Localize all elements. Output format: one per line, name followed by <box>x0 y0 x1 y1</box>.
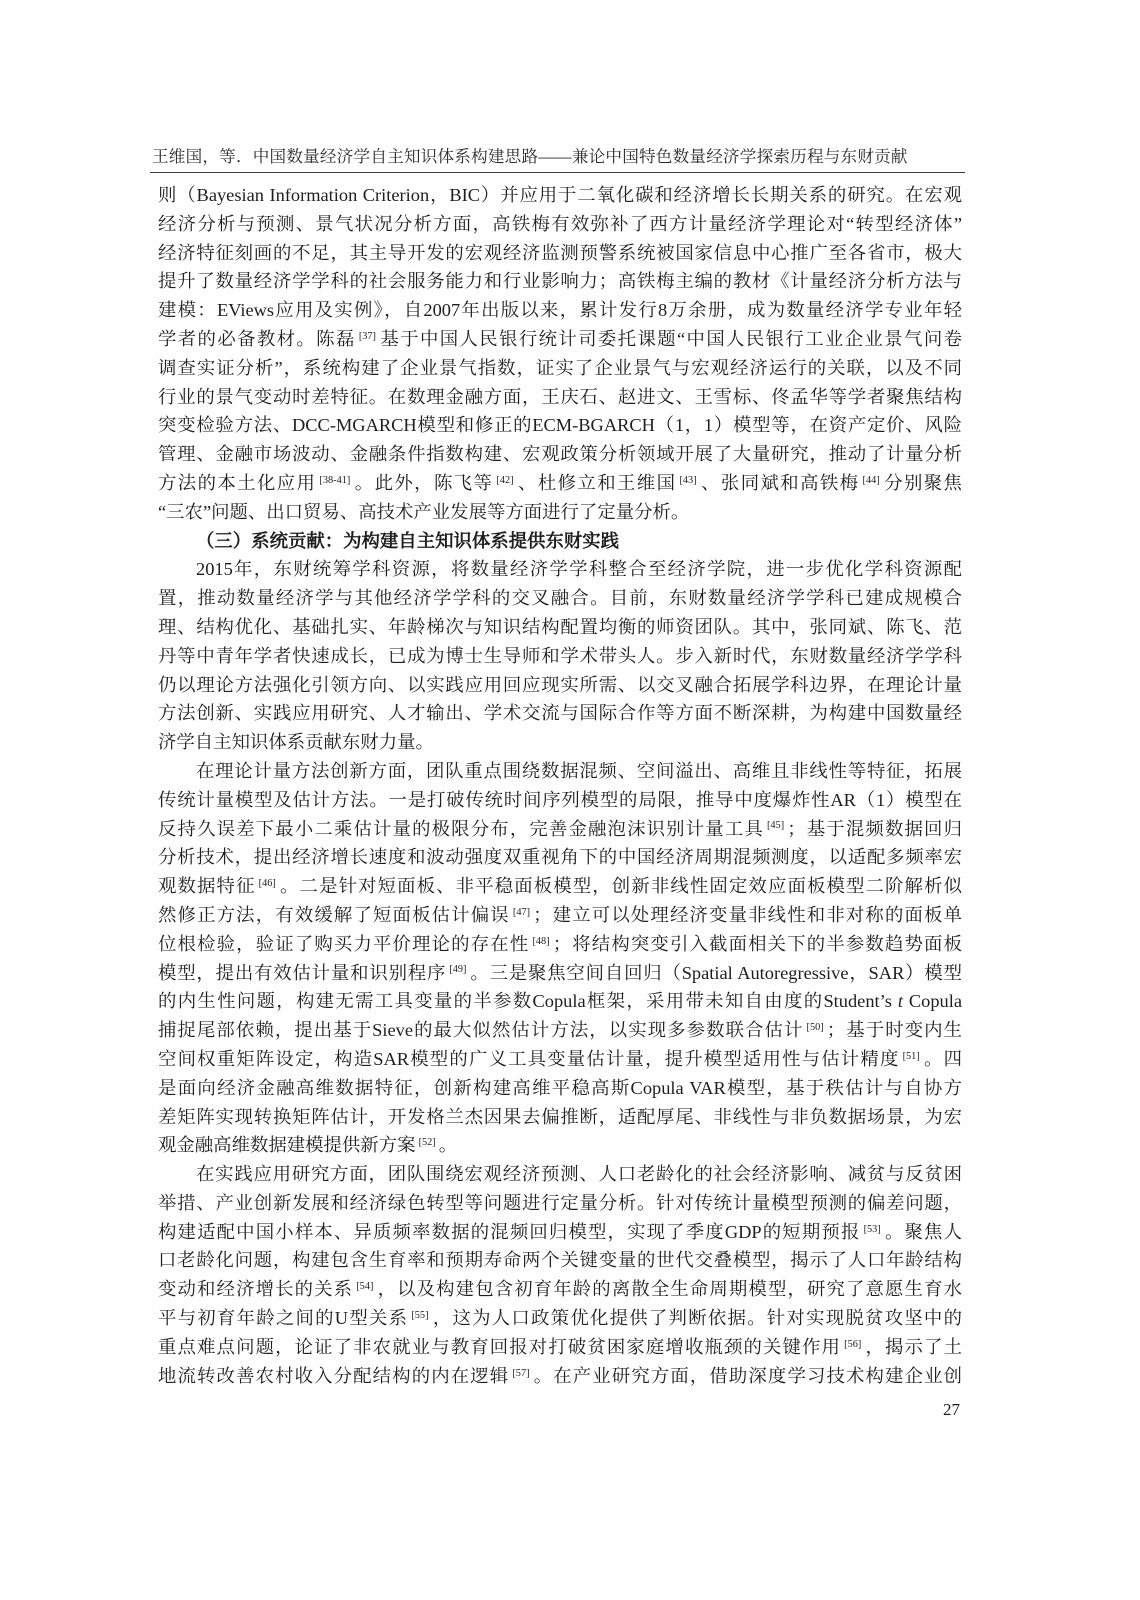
citation-marker: [55] <box>411 1309 429 1321</box>
text-run: 分析技术，提出经济增长速度和波动强度双重视角下的中国经济周期混频测度，以适配多频率宏 <box>158 847 962 868</box>
text-run: 突变检验方法、DCC-MGARCH模型和修正的ECM-BGARCH（1，1）模型等，在资产定价、风险 <box>158 415 962 436</box>
text-run: 重点难点问题，论证了非农就业与教育回报对打破贫困家庭增收瓶颈的关键作用 <box>158 1336 842 1357</box>
text-line <box>158 181 962 210</box>
citation-marker: [42] <box>496 474 514 486</box>
text-run: 是面向经济金融高维数据特征，创新构建高维平稳高斯Copula VAR模型，基于秩估计与自协方 <box>158 1077 962 1098</box>
text-line <box>158 555 962 584</box>
text-run: 济学自主知识体系贡献东财力量。 <box>158 732 434 753</box>
text-line <box>158 1045 962 1074</box>
text-run: ，以及构建包含初育年龄的离散全生命周期模型，研究了意愿生育水 <box>376 1279 962 1300</box>
text-run: ；基于混频数据回归 <box>787 818 962 839</box>
text-run: 在实践应用研究方面，团队围绕宏观经济预测、人口老龄化的社会经济影响、减贫与反贫困 <box>196 1164 962 1185</box>
text-run: 在理论计量方法创新方面，团队重点围绕数据混频、空间溢出、高维且非线性等特征，拓展 <box>196 760 962 781</box>
text-line <box>158 930 962 959</box>
text-line <box>158 1246 962 1275</box>
text-line <box>158 671 962 700</box>
text-run: 建模：EViews应用及实例》，自2007年出版以来，累计发行8万余册，成为数量经济学专业年轻 <box>158 300 962 321</box>
text-line <box>158 469 962 498</box>
text-run: 。在产业研究方面，借助深度学习技术构建企业创 <box>532 1365 962 1386</box>
text-line <box>158 1333 962 1362</box>
text-line <box>158 757 962 786</box>
text-run: 然修正方法，有效缓解了短面板估计偏误 <box>158 904 510 925</box>
citation-marker: [37] <box>358 330 376 342</box>
page-number: 27 <box>943 1400 960 1419</box>
text-line <box>158 210 962 239</box>
citation-marker: [45] <box>766 820 785 832</box>
citation-marker: [48] <box>532 935 550 947</box>
text-line <box>158 440 962 469</box>
text-run: 。二是针对短面板、非平稳面板模型，创新非线性固定效应面板模型二阶解析似 <box>278 876 962 897</box>
text-run: “三农”问题、出口贸易、高技术产业发展等方面进行了定量分析。 <box>158 501 690 522</box>
text-line <box>158 1160 962 1189</box>
text-run: 行业的景气变动时差特征。在数理金融方面，王庆石、赵进文、王雪标、佟孟华等学者聚焦结构 <box>158 386 962 407</box>
text-run: ；建立可以处理经济变量非线性和非对称的面板单 <box>533 904 962 925</box>
text-run: 经济分析与预测、景气状况分析方面，高铁梅有效弥补了西方计量经济学理论对“转型经济体” <box>158 213 962 234</box>
text-line <box>158 1189 962 1218</box>
text-line <box>158 1131 962 1160</box>
text-run: 、杜修立和王维国 <box>516 472 677 493</box>
text-run: 构建适配中国小样本、异质频率数据的混频回归模型，实现了季度GDP的短期预报 <box>158 1221 861 1242</box>
header-rule <box>150 172 965 173</box>
text-line <box>158 354 962 383</box>
text-line <box>158 642 962 671</box>
text-line <box>158 843 962 872</box>
text-run: ，揭示了土 <box>864 1336 962 1357</box>
text-run: 经济特征刻画的不足，其主导开发的宏观经济监测预警系统被国家信息中心推广至各省市，极大 <box>158 242 962 263</box>
text-run: 地流转改善农村收入分配结构的内在逻辑 <box>158 1365 510 1386</box>
text-run: ；基于时变内生 <box>826 1020 962 1041</box>
citation-marker: [53] <box>863 1223 881 1235</box>
text-run: 调查实证分析”，系统构建了企业景气指数，证实了企业景气与宏观经济运行的关联，以及不同 <box>158 357 962 378</box>
article-body <box>158 181 962 1390</box>
text-line <box>158 498 962 527</box>
citation-marker: [43] <box>679 474 697 486</box>
text-line <box>158 296 962 325</box>
text-run: 学者的必备教材。陈磊 <box>158 328 356 349</box>
text-run: 。四 <box>922 1048 962 1069</box>
text-run: ；将结构突变引入截面相关下的半参数趋势面板 <box>552 933 962 954</box>
text-line <box>158 1304 962 1333</box>
text-line <box>158 1103 962 1132</box>
text-line <box>158 728 962 757</box>
text-run: 差矩阵实现转换矩阵估计，开发格兰杰因果去偏推断，适配厚尾、非线性与非负数据场景，为宏 <box>158 1106 962 1127</box>
running-header: 王维国，等．中国数量经济学自主知识体系构建思路——兼论中国特色数量经济学探索历程与东财贡献 <box>152 147 908 166</box>
text-line <box>158 987 962 1016</box>
text-line <box>158 584 962 613</box>
text-run: 理、结构优化、基础扎实、年龄梯次与知识结构配置均衡的师资团队。其中，张同斌、陈飞、范 <box>158 616 962 637</box>
text-line <box>158 411 962 440</box>
text-run: 捕捉尾部依赖，提出基于Sieve的最大似然估计方法，以实现多参数联合估计 <box>158 1020 804 1041</box>
text-line <box>158 1016 962 1045</box>
text-line <box>158 959 962 988</box>
text-line <box>158 613 962 642</box>
text-run: 。三是聚焦空间自回归（Spatial Autoregressive，SAR）模型 <box>469 962 962 983</box>
text-line <box>158 1275 962 1304</box>
text-run: 口老龄化问题，构建包含生育率和预期寿命两个关键变量的世代交叠模型，揭示了人口年龄结构 <box>158 1250 962 1271</box>
text-run: 平与初育年龄之间的U型关系 <box>158 1308 409 1329</box>
text-line <box>158 1218 962 1247</box>
citation-marker: [57] <box>512 1367 530 1379</box>
text-run: 。此外，陈飞等 <box>353 472 494 493</box>
text-run: 传统计量模型及估计方法。一是打破传统时间序列模型的局限，推导中度爆炸性AR（1）模型在 <box>158 789 962 810</box>
math-variable: t <box>897 991 903 1012</box>
text-line <box>158 1074 962 1103</box>
text-run: 位根检验，验证了购买力平价理论的存在性 <box>158 933 530 954</box>
text-run: 举措、产业创新发展和经济绿色转型等问题进行定量分析。针对传统计量模型预测的偏差问题， <box>158 1192 962 1213</box>
text-line <box>158 267 962 296</box>
text-line <box>158 815 962 844</box>
citation-marker: [50] <box>806 1021 824 1033</box>
text-run: 丹等中青年学者快速成长，已成为博士生导师和学术带头人。步入新时代，东财数量经济学学科 <box>158 645 962 666</box>
text-run: Copula <box>902 991 962 1012</box>
citation-marker: [44] <box>862 474 880 486</box>
text-run: 提升了数量经济学学科的社会服务能力和行业影响力；高铁梅主编的教材《计量经济分析方法与 <box>158 271 962 292</box>
citation-marker: [56] <box>844 1338 862 1350</box>
text-line <box>158 239 962 268</box>
text-line <box>158 872 962 901</box>
text-run: 变动和经济增长的关系 <box>158 1279 354 1300</box>
citation-marker: [46] <box>258 877 276 889</box>
text-line <box>158 325 962 354</box>
text-run: 反持久误差下最小二乘估计量的极限分布，完善金融泡沫识别计量工具 <box>158 818 764 839</box>
text-run: 。 <box>438 1135 458 1156</box>
citation-marker: [49] <box>449 964 467 976</box>
section-heading: （三）系统贡献：为构建自主知识体系提供东财实践 <box>196 530 619 551</box>
text-line <box>158 901 962 930</box>
text-line <box>158 786 962 815</box>
citation-marker: [52] <box>418 1137 436 1149</box>
text-run: ，这为人口政策优化提供了判断依据。针对实现脱贫攻坚中的 <box>431 1308 962 1329</box>
paragraph <box>158 555 962 757</box>
text-run: 。聚焦人 <box>883 1221 962 1242</box>
text-run: 方法创新、实践应用研究、人才输出、学术交流与国际合作等方面不断深耕，为构建中国数量经 <box>158 703 962 724</box>
text-run: 、张同斌和高铁梅 <box>699 472 860 493</box>
paragraph <box>158 757 962 1160</box>
text-line <box>158 1362 962 1391</box>
text-run: 观金融高维数据建模提供新方案 <box>158 1135 416 1156</box>
text-run: 观数据特征 <box>158 876 256 897</box>
citation-marker: [38-41] <box>319 474 351 486</box>
text-run: 仍以理论方法强化引领方向、以实践应用回应现实所需、以交叉融合拓展学科边界，在理论计量 <box>158 674 962 695</box>
text-run: 分别聚焦 <box>882 472 962 493</box>
text-line <box>158 383 962 412</box>
text-run: 基于中国人民银行统计司委托课题“中国人民银行工业企业景气问卷 <box>379 328 962 349</box>
paragraph <box>158 1160 962 1390</box>
text-run: 的内生性问题，构建无需工具变量的半参数Copula框架，采用带未知自由度的Student’s <box>158 991 898 1012</box>
text-line <box>158 699 962 728</box>
text-run: 方法的本土化应用 <box>158 472 317 493</box>
citation-marker: [51] <box>902 1050 920 1062</box>
text-run: 2015年，东财统筹学科资源，将数量经济学学科整合至经济学院，进一步优化学科资源配 <box>196 559 962 580</box>
text-run: 管理、金融市场波动、金融条件指数构建、宏观政策分析领域开展了大量研究，推动了计量分析 <box>158 444 962 465</box>
text-run: 空间权重矩阵设定，构造SAR模型的广义工具变量估计量，提升模型适用性与估计精度 <box>158 1048 900 1069</box>
text-run: 置，推动数量经济学与其他经济学学科的交叉融合。目前，东财数量经济学学科已建成规模合 <box>158 588 962 609</box>
text-run: 模型，提出有效估计量和识别程序 <box>158 962 447 983</box>
paragraph-continued <box>158 181 962 527</box>
citation-marker: [54] <box>356 1281 374 1293</box>
text-run: 则（Bayesian Information Criterion，BIC）并应用于二氧化碳和经济增长长期关系的研究。在宏观 <box>158 185 962 205</box>
citation-marker: [47] <box>512 906 531 918</box>
